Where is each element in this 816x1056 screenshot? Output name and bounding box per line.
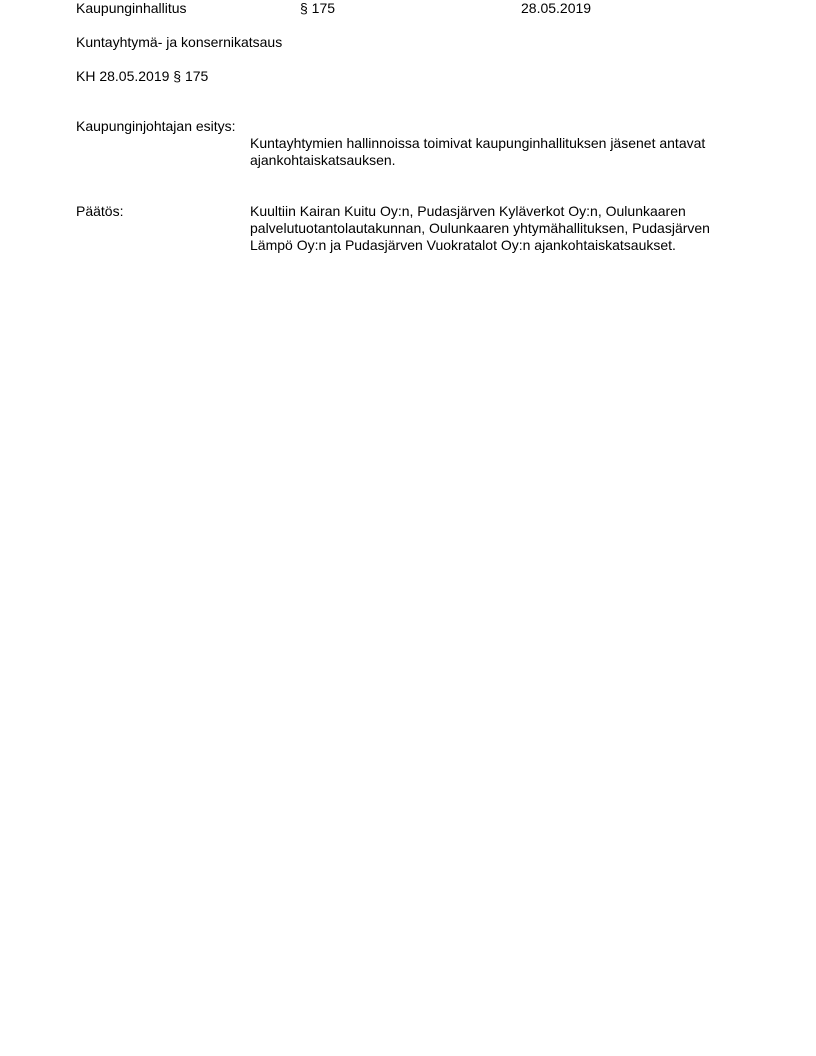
proposal-text bbox=[250, 135, 750, 169]
decision-line: Kuultiin Kairan Kuitu Oy:n, Pudasjärven Kyläverkot Oy:n, Oulunkaaren bbox=[250, 203, 686, 219]
proposal-label: Kaupunginjohtajan esitys: bbox=[76, 118, 236, 134]
header-section: § 175 bbox=[300, 0, 336, 16]
item-reference: KH 28.05.2019 § 175 bbox=[76, 68, 209, 84]
header-body: Kaupunginhallitus bbox=[76, 0, 187, 16]
decision-text bbox=[250, 203, 750, 254]
item-title: Kuntayhtymä- ja konsernikatsaus bbox=[76, 34, 283, 50]
proposal-line: ajankohtaiskatsauksen. bbox=[250, 152, 396, 168]
header-date: 28.05.2019 bbox=[521, 0, 592, 16]
proposal-line: Kuntayhtymien hallinnoissa toimivat kaupunginhallituksen jäsenet antavat bbox=[250, 135, 706, 151]
decision-label: Päätös: bbox=[76, 203, 124, 219]
decision-line: Lämpö Oy:n ja Pudasjärven Vuokratalot Oy:n ajankohtaiskatsaukset. bbox=[250, 237, 676, 253]
decision-line: palvelutuotantolautakunnan, Oulunkaaren yhtymähallituksen, Pudasjärven bbox=[250, 220, 710, 236]
